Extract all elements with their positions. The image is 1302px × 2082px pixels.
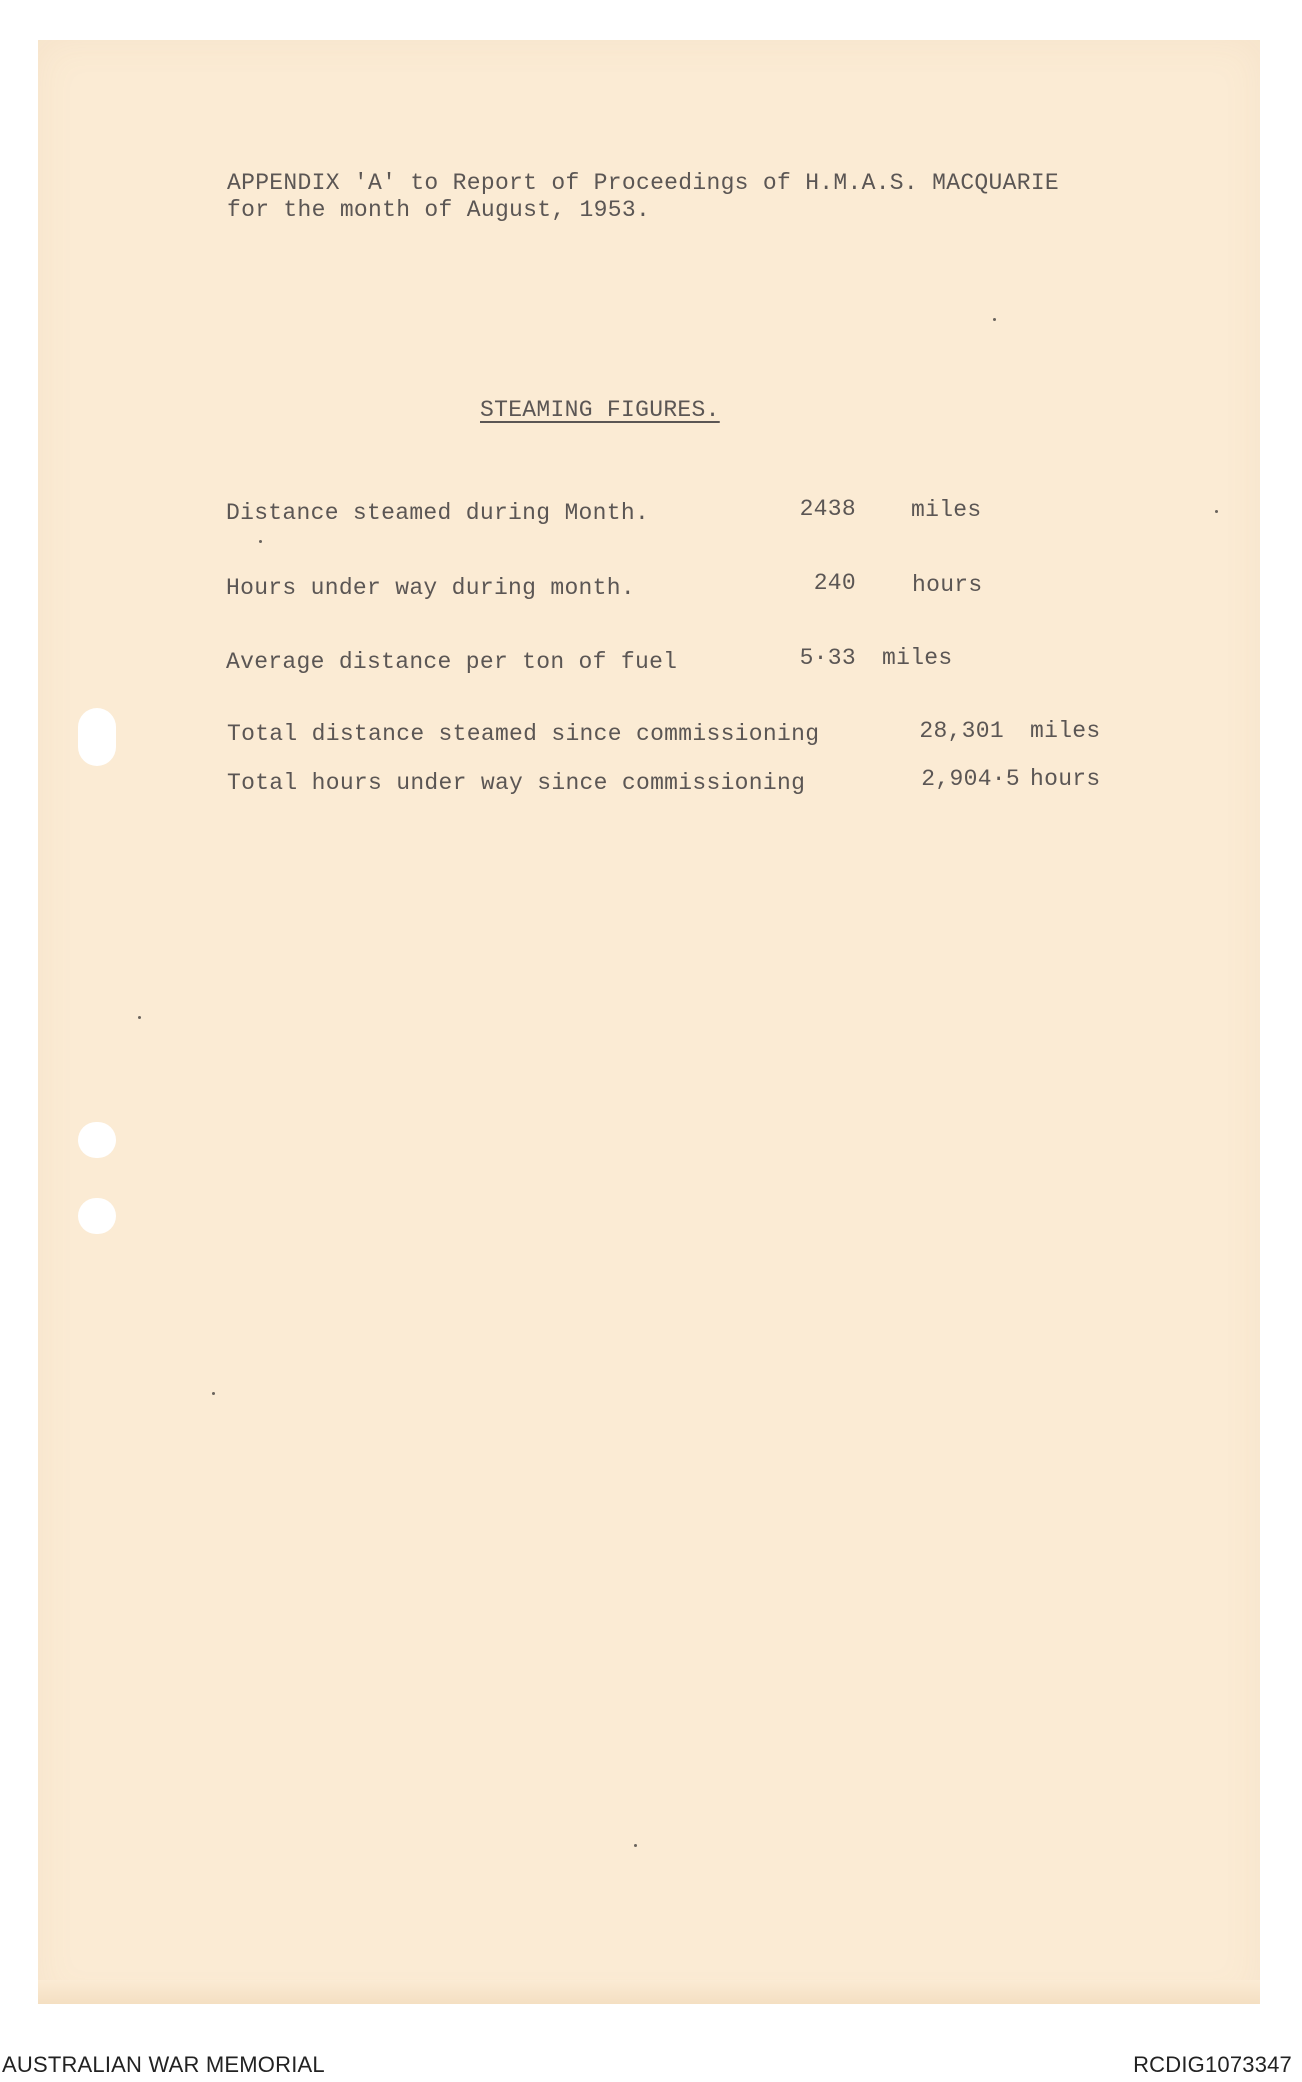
figure-unit: miles <box>1030 718 1101 744</box>
punch-hole <box>78 1122 116 1158</box>
footer-institution: AUSTRALIAN WAR MEMORIAL <box>2 2052 325 2077</box>
figure-value: 240 <box>813 570 856 596</box>
section-title: STEAMING FIGURES. <box>480 397 720 423</box>
paper-speck <box>1215 510 1218 513</box>
footer-item-id: RCDIG1073347 <box>1133 2052 1292 2077</box>
figure-value: 5·33 <box>799 645 856 671</box>
figure-unit: hours <box>1030 766 1101 792</box>
paper-speck <box>212 1392 215 1395</box>
figure-value: 28,301 <box>919 718 1004 744</box>
paper-speck <box>634 1844 637 1847</box>
figure-unit: miles <box>882 645 953 671</box>
figure-unit: miles <box>911 497 982 523</box>
paper-speck <box>993 318 996 321</box>
figure-value: 2438 <box>799 496 856 522</box>
punch-hole <box>78 1198 116 1234</box>
figure-label: Distance steamed during Month. <box>226 500 650 526</box>
figure-value: 2,904·5 <box>921 766 1020 792</box>
appendix-header-line-1: APPENDIX 'A' to Report of Proceedings of H.M.A.S. MACQUARIE <box>227 170 1060 196</box>
document-page <box>38 40 1260 2004</box>
figure-label: Average distance per ton of fuel <box>226 649 678 675</box>
figure-unit: hours <box>912 572 983 598</box>
appendix-header-line-2: for the month of August, 1953. <box>227 197 651 223</box>
punch-hole <box>78 708 116 766</box>
figure-label: Total hours under way since commissioning <box>227 770 806 796</box>
figure-label: Hours under way during month. <box>226 575 635 601</box>
paper-speck <box>259 540 262 543</box>
figure-label: Total distance steamed since commissioning <box>227 721 820 747</box>
page-bottom-edge <box>38 1980 1260 2004</box>
paper-speck <box>138 1016 141 1019</box>
